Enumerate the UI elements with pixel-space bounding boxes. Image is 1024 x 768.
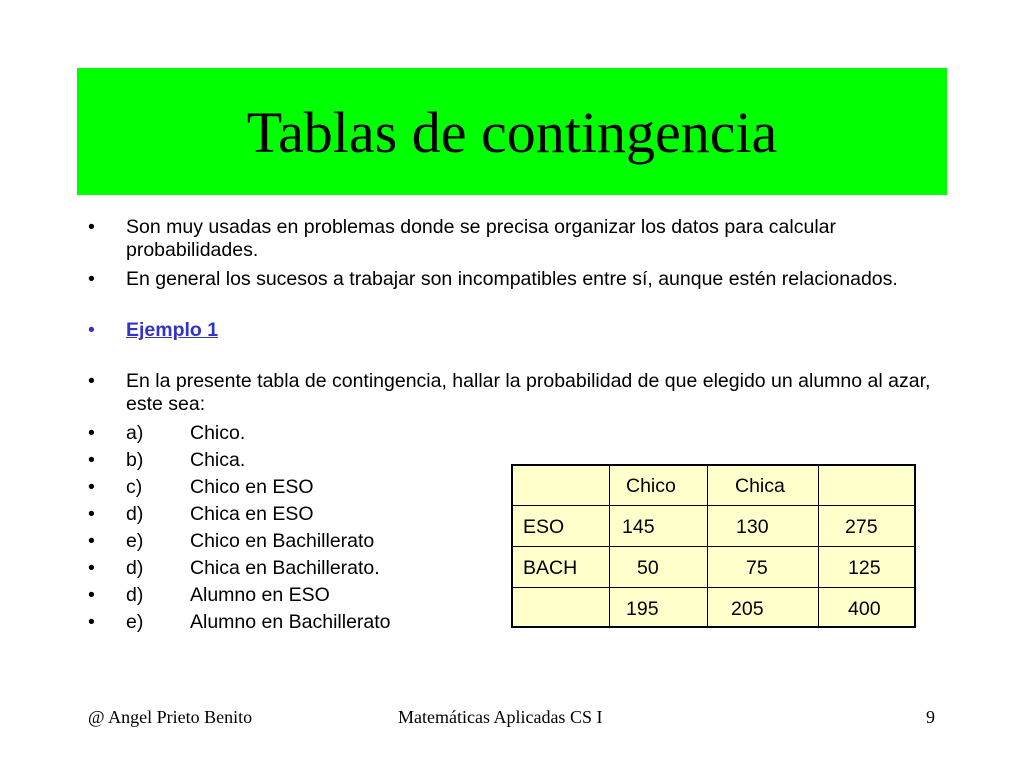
bullet-text: En general los sucesos a trabajar son incompatibles entre sí, aunque estén relacionados. (126, 268, 898, 290)
cell-value: 130 (736, 516, 769, 538)
row-divider (513, 587, 914, 588)
option-letter: b) (126, 449, 144, 471)
footer-author: @ Angel Prieto Benito (88, 707, 253, 727)
option-letter: d) (126, 503, 144, 525)
option-letter: e) (126, 611, 144, 633)
page-number: 9 (926, 707, 935, 727)
option-item: • d) Alumno en ESO (88, 584, 330, 606)
option-item: • b) Chica. (88, 449, 246, 471)
cell-value: 205 (731, 598, 764, 620)
option-text: Chica en ESO (190, 503, 314, 525)
ejemplo-link[interactable]: Ejemplo 1 (126, 319, 219, 341)
cell-value: 195 (626, 598, 659, 620)
option-letter: e) (126, 530, 144, 552)
bullet-item: • En la presente tabla de contingencia, hallar la probabilidad de que elegido un alumno al azar, este sea: (88, 370, 931, 415)
option-item: • e) Alumno en Bachillerato (88, 611, 391, 633)
footer-course: Matemáticas Aplicadas CS I (398, 707, 603, 727)
cell-value: 400 (848, 598, 881, 620)
option-letter: d) (126, 557, 144, 579)
option-text: Chica en Bachillerato. (190, 557, 380, 579)
cell-value: 75 (746, 557, 768, 579)
option-text: Chico en ESO (190, 476, 314, 498)
bullet-item: • Ejemplo 1 (88, 319, 219, 341)
option-text: Alumno en Bachillerato (190, 611, 391, 633)
cell-value: 50 (637, 557, 659, 579)
option-text: Chico. (190, 422, 246, 444)
header-chico: Chico (626, 475, 676, 497)
column-divider (818, 466, 819, 626)
cell-value: 125 (848, 557, 881, 579)
cell-value: 145 (622, 516, 655, 538)
row-divider (513, 546, 914, 547)
header-chica: Chica (735, 475, 785, 497)
option-item: • d) Chica en ESO (88, 503, 314, 525)
column-divider (609, 466, 610, 626)
column-divider (707, 466, 708, 626)
option-item: • c) Chico en ESO (88, 476, 314, 498)
bullet-item: • Son muy usadas en problemas donde se precisa organizar los datos para calcular probabilidades. (88, 216, 836, 261)
option-item: • e) Chico en Bachillerato (88, 530, 375, 552)
option-letter: a) (126, 422, 144, 444)
bullet-text: Son muy usadas en problemas donde se precisa organizar los datos para calcular probabilidades. (126, 216, 836, 261)
row-label-bach: BACH (523, 557, 578, 579)
bullet-text: En la presente tabla de contingencia, hallar la probabilidad de que elegido un alumno al azar, este sea: (126, 370, 931, 415)
option-item: • a) Chico. (88, 422, 246, 444)
cell-value: 275 (845, 516, 878, 538)
bullet-item: • En general los sucesos a trabajar son incompatibles entre sí, aunque estén relacionados. (88, 268, 898, 290)
row-label-eso: ESO (523, 516, 565, 538)
slide-title: Tablas de contingencia (246, 100, 778, 165)
option-item: • d) Chica en Bachillerato. (88, 557, 380, 579)
contingency-table (511, 464, 916, 628)
option-text: Chica. (190, 449, 246, 471)
title-banner (77, 68, 947, 195)
row-divider (513, 505, 914, 506)
option-text: Chico en Bachillerato (190, 530, 375, 552)
option-letter: d) (126, 584, 144, 606)
option-letter: c) (126, 476, 143, 498)
option-text: Alumno en ESO (190, 584, 330, 606)
